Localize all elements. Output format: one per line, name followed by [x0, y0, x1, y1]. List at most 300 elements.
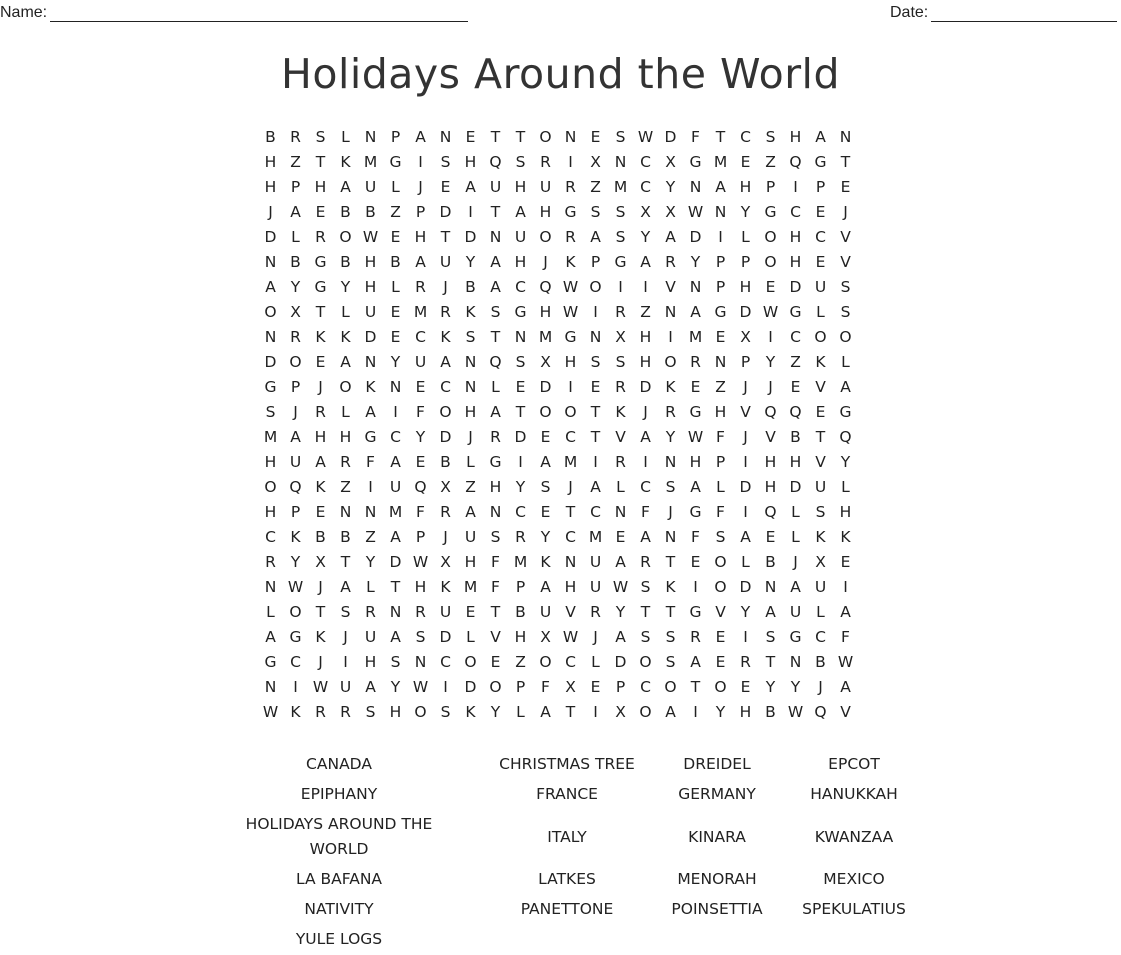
grid-letter[interactable]: K [290, 528, 301, 546]
grid-letter[interactable]: W [762, 303, 779, 321]
grid-letter[interactable]: Z [715, 378, 726, 396]
grid-letter[interactable]: Z [515, 653, 526, 671]
grid-letter[interactable]: D [739, 303, 752, 321]
grid-letter[interactable]: A [390, 628, 401, 646]
grid-letter[interactable]: F [716, 428, 725, 446]
grid-letter[interactable]: C [640, 178, 651, 196]
grid-letter[interactable]: J [743, 378, 748, 396]
grid-letter[interactable]: A [340, 353, 351, 371]
grid-letter[interactable]: I [743, 628, 748, 646]
grid-letter[interactable]: W [262, 703, 279, 721]
grid-letter[interactable]: S [665, 478, 676, 496]
grid-letter[interactable]: A [465, 178, 476, 196]
grid-letter[interactable]: T [490, 203, 501, 221]
grid-letter[interactable]: H [564, 578, 577, 596]
grid-letter[interactable]: L [841, 478, 850, 496]
grid-letter[interactable]: L [366, 578, 375, 596]
grid-letter[interactable]: I [593, 453, 598, 471]
grid-letter[interactable]: M [538, 328, 553, 346]
grid-letter[interactable]: D [364, 328, 377, 346]
grid-letter[interactable]: H [364, 278, 377, 296]
grid-letter[interactable]: V [815, 378, 826, 396]
grid-letter[interactable]: K [815, 353, 826, 371]
grid-letter[interactable]: O [539, 228, 552, 246]
grid-letter[interactable]: X [540, 353, 551, 371]
grid-letter[interactable]: L [341, 303, 350, 321]
name-blank-line[interactable] [50, 5, 468, 22]
grid-letter[interactable]: A [290, 428, 301, 446]
grid-letter[interactable]: Q [539, 278, 552, 296]
grid-letter[interactable]: Y [715, 703, 726, 721]
grid-letter[interactable]: I [743, 503, 748, 521]
grid-letter[interactable]: V [840, 703, 851, 721]
grid-letter[interactable]: A [540, 578, 551, 596]
grid-letter[interactable]: J [793, 553, 798, 571]
grid-letter[interactable]: Q [764, 503, 777, 521]
grid-letter[interactable]: N [664, 528, 677, 546]
grid-letter[interactable]: T [590, 403, 601, 421]
grid-letter[interactable]: O [489, 678, 502, 696]
grid-letter[interactable]: B [365, 203, 376, 221]
grid-letter[interactable]: N [389, 378, 402, 396]
grid-letter[interactable]: Y [765, 353, 776, 371]
grid-letter[interactable]: A [340, 578, 351, 596]
grid-letter[interactable]: G [289, 628, 302, 646]
grid-letter[interactable]: H [739, 178, 752, 196]
grid-letter[interactable]: H [839, 503, 852, 521]
grid-letter[interactable]: E [590, 128, 601, 146]
grid-letter[interactable]: P [390, 128, 401, 146]
grid-letter[interactable]: K [365, 378, 376, 396]
grid-letter[interactable]: S [665, 653, 676, 671]
grid-letter[interactable]: Q [814, 703, 827, 721]
grid-letter[interactable]: S [415, 628, 426, 646]
grid-letter[interactable]: U [364, 178, 377, 196]
grid-letter[interactable]: Z [590, 178, 601, 196]
grid-letter[interactable]: A [440, 353, 451, 371]
grid-letter[interactable]: A [365, 678, 376, 696]
grid-letter[interactable]: N [564, 553, 577, 571]
grid-letter[interactable]: G [364, 428, 377, 446]
grid-letter[interactable]: X [540, 628, 551, 646]
grid-letter[interactable]: C [640, 678, 651, 696]
grid-letter[interactable]: B [290, 253, 301, 271]
grid-letter[interactable]: R [290, 328, 301, 346]
grid-letter[interactable]: R [315, 403, 326, 421]
grid-letter[interactable]: T [765, 653, 776, 671]
grid-letter[interactable]: U [464, 528, 477, 546]
grid-letter[interactable]: U [439, 253, 452, 271]
grid-letter[interactable]: B [465, 278, 476, 296]
grid-letter[interactable]: D [739, 578, 752, 596]
grid-letter[interactable]: G [689, 503, 702, 521]
grid-letter[interactable]: O [664, 678, 677, 696]
grid-letter[interactable]: L [716, 478, 725, 496]
grid-letter[interactable]: O [639, 703, 652, 721]
grid-letter[interactable]: R [740, 653, 751, 671]
grid-letter[interactable]: S [615, 353, 626, 371]
grid-letter[interactable]: G [264, 378, 277, 396]
grid-letter[interactable]: Y [365, 553, 376, 571]
grid-letter[interactable]: F [841, 628, 850, 646]
grid-letter[interactable]: S [440, 703, 451, 721]
grid-letter[interactable]: H [689, 453, 702, 471]
grid-letter[interactable]: Z [365, 528, 376, 546]
grid-letter[interactable]: E [415, 453, 426, 471]
grid-letter[interactable]: P [715, 278, 726, 296]
grid-letter[interactable]: W [412, 678, 429, 696]
grid-letter[interactable]: N [264, 578, 277, 596]
grid-letter[interactable]: O [714, 578, 727, 596]
grid-letter[interactable]: H [364, 653, 377, 671]
grid-letter[interactable]: D [789, 478, 802, 496]
grid-letter[interactable]: S [715, 528, 726, 546]
grid-letter[interactable]: E [390, 228, 401, 246]
grid-letter[interactable]: Y [640, 228, 651, 246]
grid-letter[interactable]: N [789, 653, 802, 671]
grid-letter[interactable]: K [315, 478, 326, 496]
grid-letter[interactable]: F [641, 503, 650, 521]
grid-letter[interactable]: J [293, 403, 298, 421]
grid-letter[interactable]: D [464, 678, 477, 696]
grid-letter[interactable]: K [615, 403, 626, 421]
grid-letter[interactable]: Y [690, 253, 701, 271]
grid-letter[interactable]: W [687, 203, 704, 221]
grid-letter[interactable]: Q [764, 403, 777, 421]
grid-letter[interactable]: P [715, 253, 726, 271]
grid-letter[interactable]: H [639, 353, 652, 371]
grid-letter[interactable]: C [390, 428, 401, 446]
grid-letter[interactable]: X [615, 703, 626, 721]
grid-letter[interactable]: J [343, 628, 348, 646]
grid-letter[interactable]: X [615, 328, 626, 346]
grid-letter[interactable]: S [365, 703, 376, 721]
grid-letter[interactable]: A [740, 528, 751, 546]
grid-letter[interactable]: C [415, 328, 426, 346]
grid-letter[interactable]: U [414, 353, 427, 371]
grid-letter[interactable]: O [289, 353, 302, 371]
grid-letter[interactable]: N [464, 353, 477, 371]
grid-letter[interactable]: G [689, 603, 702, 621]
grid-letter[interactable]: K [840, 528, 851, 546]
grid-letter[interactable]: Y [540, 528, 551, 546]
grid-letter[interactable]: H [264, 153, 277, 171]
grid-letter[interactable]: C [440, 378, 451, 396]
grid-letter[interactable]: V [715, 603, 726, 621]
grid-letter[interactable]: H [364, 253, 377, 271]
grid-letter[interactable]: K [315, 328, 326, 346]
grid-letter[interactable]: H [714, 403, 727, 421]
grid-letter[interactable]: Y [465, 253, 476, 271]
grid-letter[interactable]: H [314, 178, 327, 196]
grid-letter[interactable]: J [668, 503, 673, 521]
grid-letter[interactable]: E [540, 503, 551, 521]
grid-letter[interactable]: H [389, 703, 402, 721]
grid-letter[interactable]: L [816, 603, 825, 621]
grid-letter[interactable]: S [515, 153, 526, 171]
grid-letter[interactable]: S [615, 128, 626, 146]
grid-letter[interactable]: Y [665, 428, 676, 446]
grid-letter[interactable]: M [413, 303, 428, 321]
grid-letter[interactable]: U [489, 178, 502, 196]
grid-letter[interactable]: N [489, 503, 502, 521]
grid-letter[interactable]: R [590, 603, 601, 621]
grid-letter[interactable]: I [393, 403, 398, 421]
grid-letter[interactable]: H [539, 303, 552, 321]
grid-letter[interactable]: B [315, 528, 326, 546]
grid-letter[interactable]: Y [390, 353, 401, 371]
grid-letter[interactable]: A [415, 253, 426, 271]
grid-letter[interactable]: E [815, 403, 826, 421]
grid-letter[interactable]: J [268, 203, 273, 221]
grid-letter[interactable]: A [340, 178, 351, 196]
grid-letter[interactable]: T [640, 603, 651, 621]
grid-letter[interactable]: B [390, 253, 401, 271]
grid-letter[interactable]: K [465, 303, 476, 321]
grid-letter[interactable]: A [490, 403, 501, 421]
grid-letter[interactable]: D [264, 353, 277, 371]
grid-letter[interactable]: N [714, 353, 727, 371]
grid-letter[interactable]: N [664, 303, 677, 321]
grid-letter[interactable]: E [765, 278, 776, 296]
grid-letter[interactable]: U [364, 628, 377, 646]
grid-letter[interactable]: H [314, 428, 327, 446]
grid-letter[interactable]: U [339, 678, 352, 696]
grid-letter[interactable]: R [665, 253, 676, 271]
grid-letter[interactable]: V [840, 228, 851, 246]
grid-letter[interactable]: F [491, 578, 500, 596]
grid-letter[interactable]: N [414, 653, 427, 671]
grid-letter[interactable]: H [789, 128, 802, 146]
grid-letter[interactable]: M [263, 428, 278, 446]
grid-letter[interactable]: G [314, 253, 327, 271]
grid-letter[interactable]: D [539, 378, 552, 396]
grid-letter[interactable]: O [414, 703, 427, 721]
grid-letter[interactable]: A [840, 603, 851, 621]
grid-letter[interactable]: E [815, 203, 826, 221]
grid-letter[interactable]: V [740, 403, 751, 421]
grid-letter[interactable]: Y [290, 553, 301, 571]
grid-letter[interactable]: J [318, 653, 323, 671]
grid-letter[interactable]: I [468, 203, 473, 221]
grid-letter[interactable]: A [690, 653, 701, 671]
grid-letter[interactable]: C [815, 228, 826, 246]
grid-letter[interactable]: C [640, 478, 651, 496]
grid-letter[interactable]: D [439, 428, 452, 446]
grid-letter[interactable]: H [514, 178, 527, 196]
grid-letter[interactable]: X [740, 328, 751, 346]
grid-letter[interactable]: T [490, 603, 501, 621]
grid-letter[interactable]: H [264, 178, 277, 196]
grid-letter[interactable]: L [266, 603, 275, 621]
grid-letter[interactable]: O [714, 678, 727, 696]
grid-letter[interactable]: U [589, 553, 602, 571]
grid-letter[interactable]: H [264, 503, 277, 521]
grid-letter[interactable]: H [339, 428, 352, 446]
grid-letter[interactable]: R [315, 228, 326, 246]
grid-letter[interactable]: P [415, 203, 426, 221]
grid-letter[interactable]: E [515, 378, 526, 396]
grid-letter[interactable]: R [615, 303, 626, 321]
grid-letter[interactable]: G [814, 153, 827, 171]
grid-letter[interactable]: E [390, 303, 401, 321]
grid-letter[interactable]: R [440, 503, 451, 521]
grid-letter[interactable]: P [415, 528, 426, 546]
grid-letter[interactable]: W [637, 128, 654, 146]
grid-letter[interactable]: S [490, 303, 501, 321]
grid-letter[interactable]: L [341, 403, 350, 421]
grid-letter[interactable]: Y [615, 603, 626, 621]
grid-letter[interactable]: S [815, 503, 826, 521]
grid-letter[interactable]: I [443, 678, 448, 696]
grid-letter[interactable]: N [364, 128, 377, 146]
grid-letter[interactable]: C [515, 278, 526, 296]
grid-letter[interactable]: Y [390, 678, 401, 696]
grid-letter[interactable]: L [491, 378, 500, 396]
grid-letter[interactable]: E [615, 528, 626, 546]
grid-letter[interactable]: Q [489, 153, 502, 171]
grid-letter[interactable]: M [363, 153, 378, 171]
grid-letter[interactable]: F [691, 528, 700, 546]
grid-letter[interactable]: L [466, 453, 475, 471]
grid-letter[interactable]: N [614, 153, 627, 171]
grid-letter[interactable]: U [789, 603, 802, 621]
grid-letter[interactable]: Z [765, 153, 776, 171]
grid-letter[interactable]: S [765, 628, 776, 646]
grid-letter[interactable]: R [665, 403, 676, 421]
grid-letter[interactable]: X [315, 553, 326, 571]
grid-letter[interactable]: F [366, 453, 375, 471]
name-field[interactable] [0, 4, 468, 22]
grid-letter[interactable]: O [339, 378, 352, 396]
grid-letter[interactable]: Q [489, 353, 502, 371]
grid-letter[interactable]: M [613, 178, 628, 196]
grid-letter[interactable]: C [815, 628, 826, 646]
grid-letter[interactable]: O [339, 228, 352, 246]
grid-letter[interactable]: G [389, 153, 402, 171]
grid-letter[interactable]: K [315, 628, 326, 646]
grid-letter[interactable]: P [290, 378, 301, 396]
grid-letter[interactable]: G [564, 328, 577, 346]
grid-letter[interactable]: U [814, 278, 827, 296]
grid-letter[interactable]: A [665, 228, 676, 246]
grid-letter[interactable]: E [590, 678, 601, 696]
grid-letter[interactable]: G [714, 303, 727, 321]
grid-letter[interactable]: B [440, 453, 451, 471]
grid-letter[interactable]: K [540, 553, 551, 571]
grid-letter[interactable]: K [290, 703, 301, 721]
grid-letter[interactable]: H [764, 478, 777, 496]
grid-letter[interactable]: S [840, 278, 851, 296]
grid-letter[interactable]: Y [740, 203, 751, 221]
grid-letter[interactable]: R [640, 553, 651, 571]
grid-letter[interactable]: X [440, 553, 451, 571]
grid-letter[interactable]: J [443, 278, 448, 296]
grid-letter[interactable]: K [815, 528, 826, 546]
grid-letter[interactable]: N [714, 203, 727, 221]
grid-letter[interactable]: R [515, 528, 526, 546]
grid-letter[interactable]: D [614, 653, 627, 671]
grid-letter[interactable]: K [340, 328, 351, 346]
grid-letter[interactable]: N [664, 453, 677, 471]
grid-letter[interactable]: E [540, 428, 551, 446]
grid-letter[interactable]: H [539, 203, 552, 221]
grid-letter[interactable]: N [389, 603, 402, 621]
grid-letter[interactable]: D [464, 228, 477, 246]
grid-letter[interactable]: W [312, 678, 329, 696]
grid-letter[interactable]: T [390, 578, 401, 596]
grid-letter[interactable]: Y [290, 278, 301, 296]
grid-letter[interactable]: N [764, 578, 777, 596]
grid-letter[interactable]: N [589, 328, 602, 346]
grid-letter[interactable]: E [390, 328, 401, 346]
grid-letter[interactable]: Z [790, 353, 801, 371]
grid-letter[interactable]: W [562, 628, 579, 646]
grid-letter[interactable]: O [764, 228, 777, 246]
grid-letter[interactable]: L [816, 303, 825, 321]
grid-letter[interactable]: I [293, 678, 298, 696]
grid-letter[interactable]: S [315, 128, 326, 146]
grid-letter[interactable]: P [715, 453, 726, 471]
grid-letter[interactable]: N [464, 378, 477, 396]
grid-letter[interactable]: O [564, 403, 577, 421]
grid-letter[interactable]: W [687, 428, 704, 446]
grid-letter[interactable]: X [565, 678, 576, 696]
grid-letter[interactable]: J [743, 428, 748, 446]
grid-letter[interactable]: L [466, 628, 475, 646]
grid-letter[interactable]: H [789, 228, 802, 246]
grid-letter[interactable]: J [568, 478, 573, 496]
grid-letter[interactable]: L [341, 128, 350, 146]
grid-letter[interactable]: K [565, 253, 576, 271]
grid-letter[interactable]: X [640, 203, 651, 221]
grid-letter[interactable]: O [764, 253, 777, 271]
grid-letter[interactable]: N [689, 278, 702, 296]
grid-letter[interactable]: O [464, 653, 477, 671]
grid-letter[interactable]: D [739, 478, 752, 496]
grid-letter[interactable]: S [640, 628, 651, 646]
grid-letter[interactable]: X [440, 478, 451, 496]
grid-letter[interactable]: N [264, 328, 277, 346]
grid-letter[interactable]: G [789, 303, 802, 321]
grid-letter[interactable]: L [291, 228, 300, 246]
grid-letter[interactable]: D [514, 428, 527, 446]
grid-letter[interactable]: S [590, 353, 601, 371]
grid-letter[interactable]: I [593, 303, 598, 321]
grid-letter[interactable]: D [264, 228, 277, 246]
grid-letter[interactable]: R [565, 228, 576, 246]
grid-letter[interactable]: N [489, 228, 502, 246]
grid-letter[interactable]: K [340, 153, 351, 171]
grid-letter[interactable]: I [743, 453, 748, 471]
date-field[interactable] [890, 4, 1117, 22]
grid-letter[interactable]: O [289, 603, 302, 621]
grid-letter[interactable]: J [843, 203, 848, 221]
grid-letter[interactable]: N [514, 328, 527, 346]
grid-letter[interactable]: S [640, 578, 651, 596]
grid-letter[interactable]: N [614, 503, 627, 521]
grid-letter[interactable]: G [564, 203, 577, 221]
grid-letter[interactable]: B [340, 528, 351, 546]
grid-letter[interactable]: B [340, 253, 351, 271]
grid-letter[interactable]: H [514, 253, 527, 271]
grid-letter[interactable]: Y [415, 428, 426, 446]
grid-letter[interactable]: Z [340, 478, 351, 496]
grid-letter[interactable]: M [388, 503, 403, 521]
grid-letter[interactable]: L [391, 278, 400, 296]
grid-letter[interactable]: E [690, 378, 701, 396]
grid-letter[interactable]: Z [390, 203, 401, 221]
